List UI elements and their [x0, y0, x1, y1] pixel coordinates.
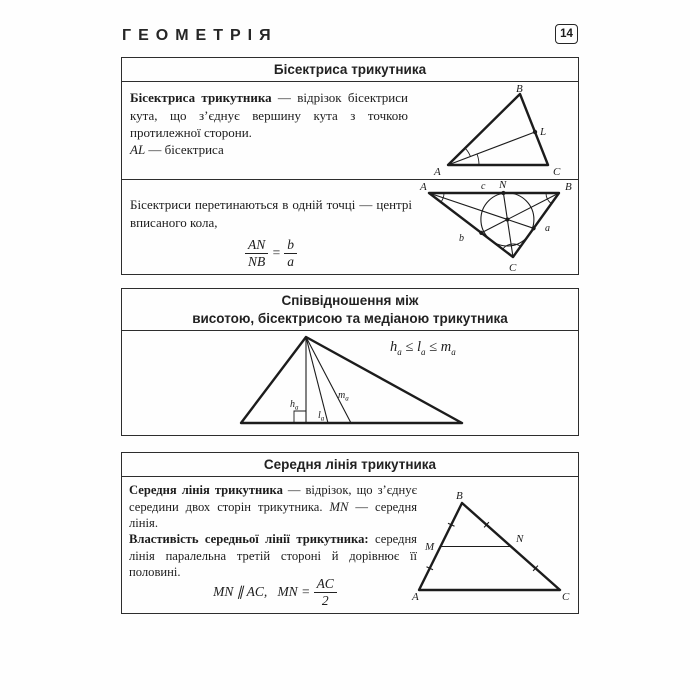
- le-sign-1: ≤: [405, 339, 414, 356]
- midline-content: [122, 477, 578, 612]
- parallel-statement: MN ∥ AC,: [213, 583, 268, 599]
- vertex-label-a: A: [420, 181, 427, 194]
- relation-title-line1: Співвідношення між: [281, 293, 419, 308]
- bisector-line: [306, 337, 328, 423]
- midline-property-lead: Властивість середньої лінії трикутника:: [129, 532, 369, 547]
- midline-definition-lead: Середня лінія трикутника: [129, 483, 283, 498]
- section-relation-title: [122, 289, 578, 331]
- vertex-label-c: C: [562, 591, 570, 604]
- point-label-n: N: [499, 179, 507, 192]
- segment-reference-text: — бісектриса: [145, 142, 224, 158]
- incenter-text: [130, 196, 412, 269]
- midline-formula: [150, 577, 400, 608]
- vertex-label-b: B: [565, 181, 572, 194]
- page-number-badge: 14: [555, 24, 578, 44]
- midline-segment-reference: MN: [329, 499, 349, 514]
- section-bisector-title: Бісектриса трикутника: [122, 58, 578, 82]
- vertex-label-b: B: [516, 83, 523, 96]
- equals-sign: =: [271, 244, 281, 260]
- triangle-outline: [448, 94, 548, 165]
- relation-content: [122, 331, 578, 431]
- incenter-dot: [505, 218, 509, 222]
- incenter-row: [122, 179, 578, 276]
- incenter-body: Бісектриси перетинаються в одній точці — центрі вписаного кола,: [130, 197, 412, 230]
- height-label: $h_a$: [290, 399, 299, 412]
- fraction-ac-2: $\frac{AC}{2}$: [314, 577, 337, 608]
- fraction-an-nb: $\frac{AN}{NB}$: [245, 238, 268, 269]
- right-angle-mark: [294, 411, 306, 423]
- side-label-a: a: [545, 223, 550, 235]
- le-sign-2: ≤: [429, 339, 438, 356]
- side-label-b: b: [459, 233, 464, 245]
- vertex-label-a: A: [434, 166, 441, 179]
- length-statement: MN =: [277, 583, 311, 599]
- section-midline: [121, 452, 579, 614]
- side-label-c: c: [481, 181, 486, 193]
- midline-definition-body: — відрізок, що з’єднує середини двох сторін трикутника.: [129, 483, 417, 514]
- section-bisector: [121, 57, 579, 275]
- segment-reference: AL: [130, 142, 146, 158]
- section-relation: [121, 288, 579, 436]
- vertex-label-b: B: [456, 490, 463, 503]
- bisector-definition-text: [130, 89, 408, 158]
- bisector-definition-row: [122, 82, 578, 179]
- point-label-l: L: [540, 126, 547, 139]
- page-title: ГЕОМЕТРІЯ: [122, 27, 278, 44]
- definition-lead: Бісектриса трикутника: [130, 90, 272, 106]
- relation-formula: $h_a \le l_a \le m_a$: [390, 339, 456, 358]
- cevians-diagram: [122, 331, 580, 431]
- point-label-n: N: [516, 533, 524, 546]
- fraction-b-a: $\frac{b}{a}$: [284, 238, 297, 269]
- vertex-label-a: A: [412, 591, 419, 604]
- bisector-line: [448, 132, 535, 165]
- section-midline-title: Середня лінія трикутника: [122, 453, 578, 477]
- point-n-dot: [501, 191, 505, 195]
- angle-arc-2: [477, 154, 479, 165]
- bisector-triangle-diagram: [428, 82, 568, 178]
- point-label-m: M: [425, 541, 435, 554]
- median-label: $m_a$: [338, 390, 349, 403]
- angle-arc-1: [465, 148, 470, 156]
- point-l-dot: [533, 130, 537, 134]
- side-a-dot: [532, 226, 536, 230]
- bisector-label: $l_a$: [318, 410, 325, 423]
- midline-diagram: [412, 490, 572, 602]
- relation-title-line2: висотою, бісектрисою та медіаною трикутника: [192, 311, 508, 327]
- side-b-dot: [479, 231, 483, 235]
- midline-segment-reference-text: — середня лінія.: [129, 499, 417, 530]
- bisector-ratio-formula: [130, 238, 412, 269]
- midline-text: [129, 482, 417, 580]
- incircle-diagram: [419, 180, 574, 276]
- vertex-label-c: C: [509, 262, 517, 275]
- definition-body: — відрізок бісектриси кута, що з’єднує вершину кута з точкою протилежної сторони.: [130, 90, 408, 140]
- midline-property-body: середня лінія паралельна третій стороні й дорівнює її половині.: [129, 532, 417, 580]
- vertex-label-c: C: [553, 166, 561, 179]
